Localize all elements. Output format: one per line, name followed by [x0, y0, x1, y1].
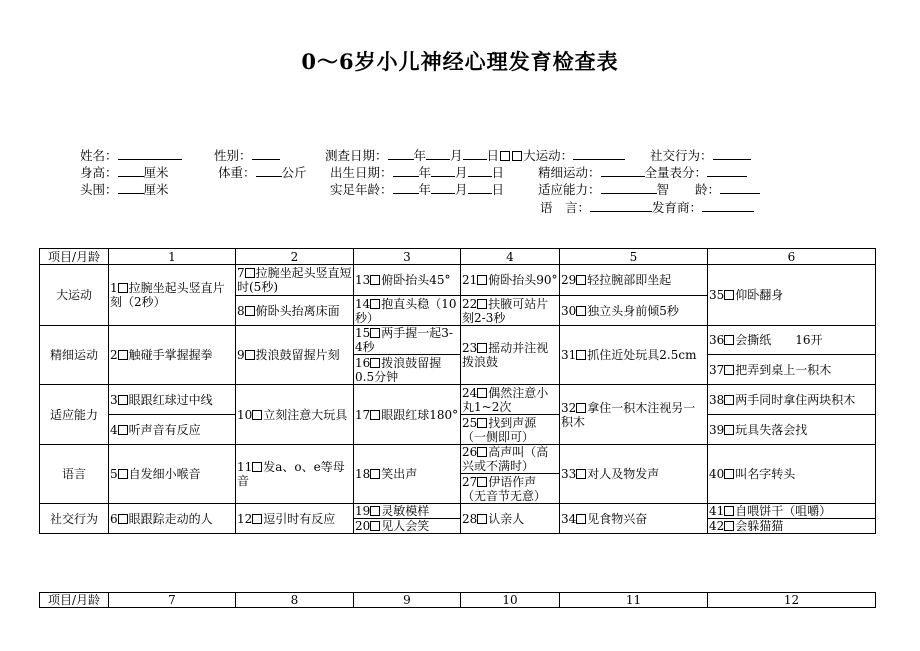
- weight-label: 体重：: [218, 165, 256, 180]
- checkbox-icon[interactable]: [118, 395, 128, 405]
- age-month-field[interactable]: [431, 181, 455, 194]
- adaptive-field[interactable]: [601, 181, 657, 194]
- item-cell: [708, 415, 876, 445]
- checkbox-icon[interactable]: [724, 469, 734, 479]
- item-number: 11: [237, 460, 253, 474]
- item-cell: [708, 385, 876, 415]
- item-number: 38: [709, 392, 725, 407]
- actual-age-group: [330, 180, 504, 198]
- item-number: 16: [355, 355, 371, 370]
- item-text: 扶腋可站片刻2-3秒: [462, 296, 549, 325]
- checkbox-icon[interactable]: [370, 410, 380, 420]
- social-group: [650, 146, 751, 164]
- table-header-row: [40, 249, 876, 265]
- item-number: 8: [237, 303, 245, 318]
- header-cell: 11: [560, 593, 708, 608]
- header-cell: 12: [708, 593, 876, 608]
- dq-field[interactable]: [702, 199, 754, 212]
- gender-label: 性别：: [214, 148, 252, 163]
- row-label-adaptive: 适应能力: [40, 385, 109, 445]
- item-text: 发a、o、e等母音: [237, 460, 345, 488]
- item-text: 对人及物发声: [587, 467, 660, 481]
- item-number: 28: [462, 511, 478, 526]
- item-cell: [236, 385, 354, 445]
- item-text: 高声叫（高兴或不满时）: [462, 445, 549, 473]
- development-table-2: [39, 592, 876, 608]
- row-label-fine-motor: 精细运动: [40, 326, 109, 385]
- weight-group: [218, 163, 307, 181]
- item-number: 40: [709, 467, 725, 481]
- item-text: 拉腕坐起头竖直片刻（2秒）: [110, 281, 225, 309]
- item-text: 见食物兴奋: [587, 511, 648, 526]
- month-unit: 月: [450, 148, 463, 163]
- checkbox-icon[interactable]: [576, 350, 586, 360]
- item-cell: [236, 296, 354, 326]
- item-number: 23: [462, 341, 478, 355]
- development-table-1: [39, 248, 876, 534]
- item-number: 39: [709, 422, 725, 437]
- adaptive-group: [538, 180, 760, 198]
- name-field[interactable]: [118, 147, 182, 160]
- age-day-field[interactable]: [468, 181, 492, 194]
- checkbox-icon[interactable]: [118, 514, 128, 524]
- item-cell: [560, 445, 708, 504]
- item-cell: [236, 445, 354, 504]
- item-number: 31: [561, 348, 577, 362]
- item-cell: [354, 296, 461, 326]
- checkbox-icon[interactable]: [370, 299, 380, 309]
- birth-date-label: 出生日期：: [330, 165, 393, 180]
- item-cell: [560, 385, 708, 445]
- item-text: 自喂饼干（咀嚼）: [735, 504, 832, 518]
- item-number: 35: [709, 288, 725, 302]
- month-unit: 月: [455, 182, 468, 197]
- item-cell: [461, 415, 560, 445]
- item-cell: [236, 504, 354, 534]
- item-cell: [708, 445, 876, 504]
- item-text: 仰卧翻身: [735, 288, 784, 302]
- item-cell: [560, 265, 708, 296]
- item-number: 33: [561, 467, 577, 481]
- item-cell: [109, 265, 236, 326]
- item-cell: [109, 385, 236, 415]
- item-text: 灵敏模样: [381, 504, 430, 518]
- checkbox-icon[interactable]: [370, 328, 380, 338]
- checkbox-icon[interactable]: [477, 447, 487, 457]
- checkbox-icon[interactable]: [477, 477, 487, 487]
- item-number: 15: [355, 326, 371, 340]
- header-cell: 8: [236, 593, 354, 608]
- item-number: 13: [355, 273, 371, 287]
- item-number: 14: [355, 296, 371, 311]
- checkbox-icon[interactable]: [118, 469, 128, 479]
- item-cell: [354, 265, 461, 296]
- item-number: 17: [355, 407, 371, 422]
- checkbox-icon[interactable]: [576, 469, 586, 479]
- item-cell: [708, 504, 876, 519]
- item-cell: [461, 265, 560, 296]
- row-label-language: 语言: [40, 445, 109, 504]
- item-text: 玩具失落会找: [735, 422, 808, 437]
- header-cell: 10: [461, 593, 560, 608]
- item-cell: [109, 445, 236, 504]
- weight-field[interactable]: [256, 164, 282, 177]
- header-cell: 5: [560, 249, 708, 265]
- day-unit: 日: [491, 182, 505, 197]
- item-text: 俯卧头抬离床面: [255, 303, 340, 318]
- item-cell: [236, 265, 354, 296]
- checkbox-icon[interactable]: [245, 306, 255, 316]
- item-number: 21: [462, 273, 478, 287]
- language-label: 语 言：: [540, 200, 591, 215]
- item-text: 笑出声: [381, 467, 418, 481]
- header-cell: 9: [354, 593, 461, 608]
- age-label: 龄：: [695, 182, 721, 197]
- social-label: 社交行为：: [650, 148, 713, 163]
- head-label: 头围：: [80, 182, 118, 197]
- row-label-social: 社交行为: [40, 504, 109, 534]
- checkbox-icon[interactable]: [576, 306, 586, 316]
- header-cell: 2: [236, 249, 354, 265]
- checkbox-icon[interactable]: [576, 514, 586, 524]
- table-row: [40, 265, 876, 296]
- item-number: 2: [110, 348, 118, 362]
- checkbox-icon[interactable]: [477, 418, 487, 428]
- item-number: 3: [110, 392, 118, 407]
- item-number: 26: [462, 445, 478, 459]
- item-cell: [461, 326, 560, 385]
- header-cell: 4: [461, 249, 560, 265]
- item-cell: [461, 385, 560, 415]
- checkbox-icon[interactable]: [252, 514, 262, 524]
- item-text: 拨浪鼓留握0.5分钟: [355, 355, 442, 384]
- item-number: 36: [709, 333, 725, 347]
- head-field[interactable]: [118, 181, 144, 194]
- item-number: 4: [110, 422, 118, 437]
- item-number: 22: [462, 296, 478, 311]
- item-cell: [354, 519, 461, 534]
- exam-day-field[interactable]: [463, 147, 487, 160]
- fine-motor-field[interactable]: [601, 164, 645, 177]
- checkbox-icon[interactable]: [724, 395, 734, 405]
- checkbox-icon: [500, 151, 510, 161]
- gross-motor-label: 大运动：: [523, 148, 574, 163]
- month-unit: 月: [455, 165, 468, 180]
- checkbox-icon[interactable]: [252, 462, 262, 472]
- checkbox-icon[interactable]: [477, 299, 487, 309]
- item-text: 找到声源（一侧即可）: [462, 415, 537, 444]
- header-cell: 6: [708, 249, 876, 265]
- item-cell: [354, 355, 461, 385]
- header-cell: 7: [109, 593, 236, 608]
- info-line-1: [80, 146, 182, 164]
- item-text: 眼跟踪走动的人: [128, 511, 213, 526]
- birth-day-field[interactable]: [468, 164, 492, 177]
- mental-age-field[interactable]: [720, 181, 760, 194]
- birth-date-group: [330, 163, 504, 181]
- item-number: 25: [462, 415, 478, 430]
- fine-motor-group: [538, 163, 747, 181]
- item-text: 会躲猫猫: [735, 519, 784, 533]
- table-row: [40, 504, 876, 519]
- item-text: 眼跟红球过中线: [128, 392, 213, 407]
- header-cell: 项目/月龄: [40, 593, 109, 608]
- checkbox-icon: [512, 151, 522, 161]
- height-label: 身高：: [80, 165, 118, 180]
- gender-field[interactable]: [252, 147, 280, 160]
- item-text: 会撕纸 16开: [735, 333, 823, 347]
- full-score-label: 全量表分：: [644, 165, 708, 180]
- name-label: 姓名：: [80, 148, 118, 163]
- item-text: 听声音有反应: [128, 422, 201, 437]
- item-cell: [708, 355, 876, 385]
- checkbox-icon[interactable]: [477, 388, 487, 398]
- item-cell: [461, 445, 560, 474]
- checkbox-icon[interactable]: [477, 275, 487, 285]
- item-cell: [560, 504, 708, 534]
- checkbox-icon[interactable]: [118, 350, 128, 360]
- age-year-field[interactable]: [393, 181, 419, 194]
- checkbox-icon[interactable]: [370, 358, 380, 368]
- birth-year-field[interactable]: [393, 164, 419, 177]
- item-cell: [708, 265, 876, 326]
- social-field[interactable]: [713, 147, 751, 160]
- fine-motor-label: 精细运动：: [538, 165, 601, 180]
- item-cell: [354, 385, 461, 445]
- checkbox-icon[interactable]: [118, 283, 128, 293]
- item-text: 俯卧抬头45°: [381, 273, 451, 287]
- item-text: 自发细小喉音: [128, 467, 201, 481]
- item-text: 眼跟红球180°: [381, 407, 459, 422]
- table-row: [40, 385, 876, 415]
- checkbox-icon[interactable]: [576, 275, 586, 285]
- checkbox-icon[interactable]: [370, 506, 380, 516]
- checkbox-icon[interactable]: [724, 335, 734, 345]
- birth-month-field[interactable]: [431, 164, 455, 177]
- item-text: 摇动并注视拨浪鼓: [462, 341, 549, 369]
- year-unit: 年: [413, 148, 427, 163]
- item-text: 把弄到桌上一积木: [735, 362, 832, 377]
- item-text: 俯卧抬头90°: [488, 273, 558, 287]
- cm-unit: 厘米: [143, 182, 169, 197]
- item-text: 抱直头稳（10秒）: [355, 296, 457, 325]
- item-number: 24: [462, 385, 478, 400]
- checkbox-icon[interactable]: [370, 275, 380, 285]
- item-number: 19: [355, 504, 371, 518]
- item-text: 见人会笑: [381, 519, 430, 533]
- item-cell: [708, 519, 876, 534]
- day-unit: 日: [491, 165, 505, 180]
- header-cell: 3: [354, 249, 461, 265]
- table-header-row: [40, 593, 876, 608]
- table-row: [40, 326, 876, 355]
- actual-age-label: 实足年龄：: [330, 182, 393, 197]
- item-cell: [109, 415, 236, 445]
- row-label-gross-motor: 大运动: [40, 265, 109, 326]
- height-group: [80, 163, 169, 181]
- page-title: 0～6岁小儿神经心理发育检查表: [301, 49, 619, 74]
- item-text: 伊语作声（无音节无意）: [462, 474, 547, 503]
- full-score-field[interactable]: [707, 164, 747, 177]
- item-number: 37: [709, 362, 725, 377]
- item-number: 6: [110, 511, 118, 526]
- language-group: [540, 198, 754, 216]
- item-cell: [461, 296, 560, 326]
- item-number: 10: [237, 407, 253, 422]
- item-text: 逗引时有反应: [263, 511, 336, 526]
- item-text: 拉腕坐起头竖直短时(5秒): [237, 266, 352, 294]
- item-cell: [461, 504, 560, 534]
- item-cell: [354, 326, 461, 355]
- item-text: 两手同时拿住两块积木: [735, 392, 856, 407]
- item-number: 41: [709, 504, 725, 518]
- checkbox-icon[interactable]: [576, 403, 586, 413]
- exam-date-label: 测查日期：: [325, 148, 388, 163]
- item-number: 34: [561, 511, 577, 526]
- checkbox-icon[interactable]: [724, 506, 734, 516]
- year-unit: 年: [418, 182, 432, 197]
- checkbox-icon[interactable]: [118, 425, 128, 435]
- item-cell: [708, 326, 876, 355]
- item-text: 轻拉腕部即坐起: [587, 273, 672, 287]
- item-number: 5: [110, 467, 118, 481]
- item-cell: [109, 326, 236, 385]
- item-number: 1: [110, 281, 118, 295]
- item-number: 29: [561, 273, 577, 287]
- item-text: 独立头身前倾5秒: [587, 303, 679, 318]
- item-cell: [354, 445, 461, 504]
- language-field[interactable]: [590, 199, 652, 212]
- item-cell: [236, 326, 354, 385]
- item-number: 32: [561, 400, 577, 415]
- item-text: 立刻注意大玩具: [263, 407, 348, 422]
- checkbox-icon[interactable]: [370, 521, 380, 531]
- item-text: 抓住近处玩具2.5cm: [587, 348, 697, 362]
- item-number: 20: [355, 519, 371, 533]
- checkbox-icon[interactable]: [370, 469, 380, 479]
- item-cell: [109, 504, 236, 534]
- intelligence-label: 智: [656, 182, 670, 197]
- item-text: 叫名字转头: [735, 467, 796, 481]
- checkbox-icon[interactable]: [724, 365, 734, 375]
- item-number: 30: [561, 303, 577, 318]
- checkbox-icon[interactable]: [477, 343, 487, 353]
- day-unit: 日: [486, 148, 500, 163]
- cm-unit: 厘米: [143, 165, 169, 180]
- item-number: 9: [237, 348, 245, 362]
- item-number: 12: [237, 511, 253, 526]
- item-text: 两手握一起3-4秒: [355, 326, 453, 354]
- gross-motor-field[interactable]: [573, 147, 625, 160]
- height-field[interactable]: [118, 164, 144, 177]
- header-cell: 1: [109, 249, 236, 265]
- item-text: 拿住一积木注视另一积木: [561, 400, 696, 429]
- kg-unit: 公斤: [281, 165, 307, 180]
- item-text: 触碰手掌握握拳: [128, 348, 213, 362]
- gender-group: [214, 146, 280, 164]
- checkbox-icon[interactable]: [477, 514, 487, 524]
- item-number: 18: [355, 467, 371, 481]
- checkbox-icon[interactable]: [252, 410, 262, 420]
- header-cell: 项目/月龄: [40, 249, 109, 265]
- dq-label: 发育商：: [652, 200, 703, 215]
- exam-year-field[interactable]: [388, 147, 414, 160]
- item-number: 42: [709, 519, 725, 533]
- item-cell: [560, 296, 708, 326]
- checkbox-icon[interactable]: [724, 521, 734, 531]
- item-number: 27: [462, 474, 478, 489]
- year-unit: 年: [418, 165, 432, 180]
- checkbox-icon[interactable]: [724, 290, 734, 300]
- item-text: 认亲人: [488, 511, 525, 526]
- exam-date-group: [325, 146, 625, 164]
- item-cell: [461, 474, 560, 504]
- checkbox-icon[interactable]: [245, 268, 255, 278]
- item-text: 偶然注意小丸1~2次: [462, 385, 549, 414]
- item-cell: [560, 326, 708, 385]
- checkbox-icon[interactable]: [245, 350, 255, 360]
- item-cell: [354, 504, 461, 519]
- adaptive-label: 适应能力：: [538, 182, 601, 197]
- item-text: 拨浪鼓留握片刻: [255, 348, 340, 362]
- table-row: [40, 445, 876, 474]
- exam-month-field[interactable]: [426, 147, 450, 160]
- head-group: [80, 180, 169, 198]
- item-number: 7: [237, 266, 245, 280]
- checkbox-icon[interactable]: [724, 425, 734, 435]
